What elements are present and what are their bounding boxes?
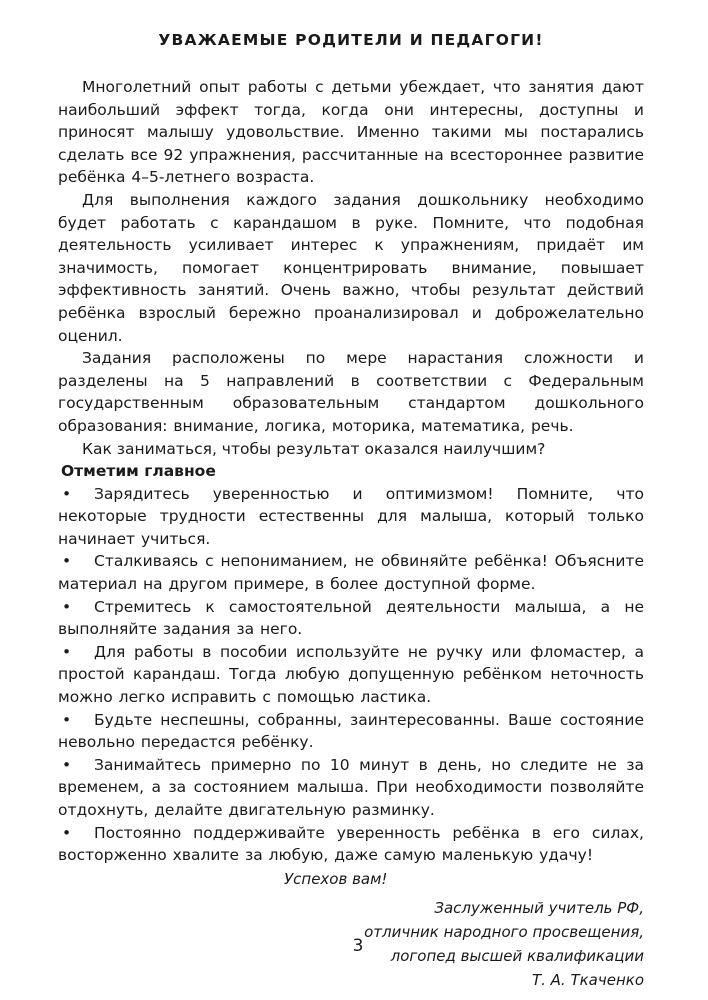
bullet-icon: • [62, 755, 72, 774]
list-item-text: Для работы в пособии используйте не ручку или фломастер, а простой карандаш. Тогда любую допущенную ребёнком неточность можно легко исправить с помощью ластика. [58, 642, 644, 707]
closing-wish: Успехов вам! [284, 869, 388, 888]
bullet-icon: • [62, 597, 72, 616]
bullet-icon: • [62, 484, 72, 503]
signature-qualification-line: логопед высшей квалификации [390, 946, 644, 965]
list-item [58, 709, 644, 754]
list-item [58, 754, 644, 822]
list-item-text: Сталкиваясь с непониманием, не обвиняйте ребёнка! Объясните материал на другом примере, в более доступной форме. [58, 552, 644, 594]
list-item [58, 641, 644, 709]
structure-paragraph: Задания расположены по мере нарастания сложности и разделены на 5 направлений в соответствии с Федеральным государственным образовательным стандартом дошкольного образования: внимание, логика, моторика, математика, речь. [58, 349, 644, 435]
question-line: Как заниматься, чтобы результат оказался наилучшим? [82, 439, 546, 458]
bullet-icon: • [62, 710, 72, 729]
author-name: Т. А. Ткаченко [531, 970, 644, 989]
list-item-text: Будьте неспешны, собранны, заинтересованны. Ваше состояние невольно передастся ребёнку. [58, 710, 644, 752]
signature-title-line: Заслуженный учитель РФ, [434, 898, 644, 917]
section-subheading: Отметим главное [61, 462, 216, 481]
bullet-icon: • [62, 552, 72, 571]
list-item-text: Стремитесь к самостоятельной деятельности малыша, а не выполняйте задания за него. [58, 597, 644, 639]
tips-list [58, 483, 644, 867]
signature-award-line: отличник народного просвещения, [364, 922, 644, 941]
bullet-icon: • [62, 642, 72, 661]
intro-paragraph: Многолетний опыт работы с детьми убеждает, что занятия дают наибольший эффект тогда, когда они интересны, доступны и приносят малышу удовольствие. Именно такими мы постарались сделать все 92 упражнения, рассчитанные на всестороннее развитие ребёнка 4–5-летнего возраста. [58, 78, 644, 187]
list-item [58, 596, 644, 641]
page-title: УВАЖАЕМЫЕ РОДИТЕЛИ И ПЕДАГОГИ! [158, 31, 544, 49]
bullet-icon: • [62, 823, 72, 842]
pencil-paragraph: Для выполнения каждого задания дошкольнику необходимо будет работать с карандашом в руке. Помните, что подобная деятельность усиливает интерес к упражнениям, придаёт им значимость, помогает концентрировать внимание, повышает эффективность занятий. Очень важно, чтобы результат действий ребёнка взрослый бережно проанализировал и доброжелательно оценил. [58, 190, 644, 345]
list-item-text: Зарядитесь уверенностью и оптимизмом! Помните, что некоторые трудности естественны для малыша, который только начинает учиться. [58, 484, 644, 548]
list-item [58, 550, 644, 595]
list-item-text: Занимайтесь примерно по 10 минут в день, но следите не за временем, а за состоянием малыша. При необходимости позволяйте отдохнуть, делайте двигательную разминку. [58, 755, 644, 819]
page-number: 3 [352, 936, 364, 956]
page-content [58, 30, 644, 992]
list-item [58, 822, 644, 867]
list-item-text: Постоянно поддерживайте уверенность ребёнка в его силах, восторженно хвалите за любую, даже самую маленькую удачу! [58, 823, 644, 865]
list-item [58, 483, 644, 551]
